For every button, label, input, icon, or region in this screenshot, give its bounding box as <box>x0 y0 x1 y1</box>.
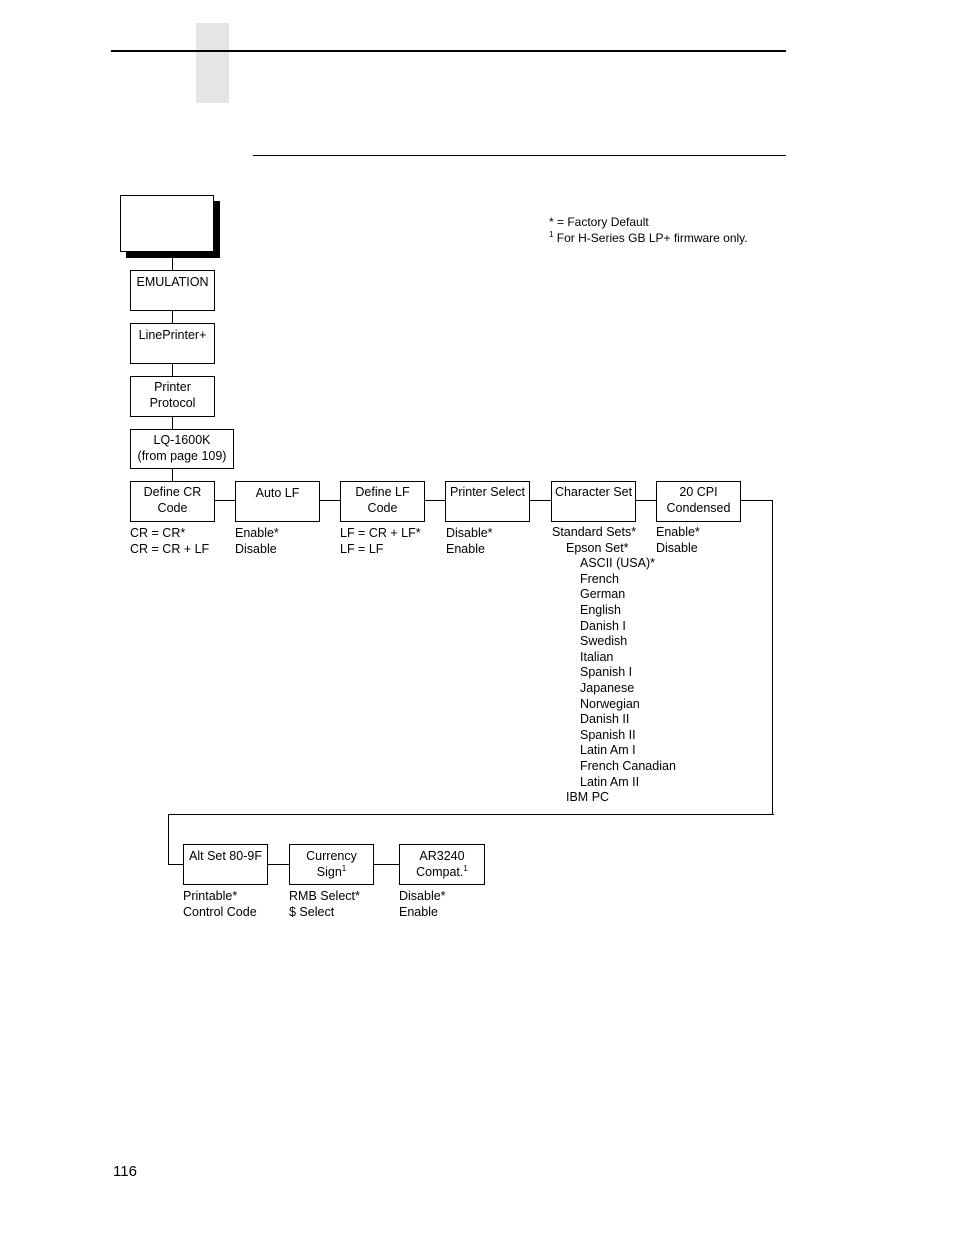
define-lf-line2: Code <box>367 501 398 515</box>
ar3240-line1: AR3240 <box>419 849 465 863</box>
option: Enable <box>446 541 485 556</box>
wrap-connector <box>772 500 773 814</box>
emulation-box <box>130 270 215 311</box>
connector <box>320 500 340 501</box>
option: RMB Select* <box>289 889 360 903</box>
footnote-mark: 1 <box>341 864 347 873</box>
printer-select-box <box>445 481 530 522</box>
ar3240-line2 <box>400 864 484 880</box>
emulation-label: EMULATION <box>136 275 209 289</box>
option: Latin Am I <box>580 743 636 758</box>
lq-label-line1: LQ-1600K <box>153 433 211 447</box>
chapter-tab <box>196 23 229 103</box>
printer-select-options <box>446 526 493 557</box>
connector <box>741 500 773 501</box>
option: ASCII (USA)* <box>580 556 656 571</box>
option: Disable <box>235 541 277 556</box>
auto-lf-label: Auto LF <box>255 486 300 500</box>
option-standard-sets: Standard Sets* <box>552 525 637 539</box>
option: Danish I <box>580 618 626 633</box>
connector <box>172 417 173 429</box>
footnote-mark: 1 <box>549 230 554 239</box>
define-cr-box <box>130 481 215 522</box>
character-set-label: Character Set <box>554 485 633 499</box>
define-lf-options <box>340 526 421 557</box>
alt-set-options <box>183 889 257 920</box>
cpi20-line1: 20 CPI <box>679 485 718 499</box>
define-cr-line2: Code <box>157 501 188 515</box>
option: LF = CR + LF* <box>340 526 421 540</box>
option-epson-set: Epson Set* <box>566 540 629 555</box>
option-ibm-pc: IBM PC <box>566 790 610 805</box>
option: French <box>580 571 619 586</box>
option: Printable* <box>183 889 238 903</box>
connector <box>168 864 183 865</box>
option: Spanish II <box>580 727 636 742</box>
option: Enable* <box>235 526 279 540</box>
printer-protocol-box <box>130 376 215 417</box>
option: Disable* <box>399 889 446 903</box>
connector <box>636 500 656 501</box>
option: Norwegian <box>580 696 640 711</box>
ar3240-label: Compat. <box>416 865 464 879</box>
control-panel-box <box>120 195 214 252</box>
currency-line1: Currency <box>306 849 357 863</box>
protocol-label-line2: Protocol <box>149 396 196 410</box>
lineprinter-label: LinePrinter+ <box>138 328 207 342</box>
option: Spanish I <box>580 665 633 680</box>
footnote-text: For H-Series GB LP+ firmware only. <box>556 231 748 245</box>
page-number: 116 <box>113 1163 137 1180</box>
option: German <box>580 587 626 602</box>
auto-lf-box <box>235 481 320 522</box>
footnote-mark: 1 <box>463 864 468 873</box>
printer-select-label: Printer Select <box>449 485 526 499</box>
option: $ Select <box>289 904 335 919</box>
option: Enable* <box>656 525 700 539</box>
lq1600k-box <box>130 429 234 469</box>
define-cr-options <box>130 526 209 557</box>
currency-options <box>289 889 360 920</box>
connector <box>172 469 173 481</box>
option: Japanese <box>580 680 635 695</box>
auto-lf-options <box>235 526 279 557</box>
define-lf-line1: Define LF <box>355 485 410 499</box>
wrap-connector <box>168 814 169 865</box>
option: Latin Am II <box>580 774 640 789</box>
protocol-label-line1: Printer <box>154 380 191 394</box>
section-rule <box>253 155 786 156</box>
wrap-connector <box>168 814 774 815</box>
option: French Canadian <box>580 758 676 773</box>
option: Italian <box>580 649 614 664</box>
cpi20-line2: Condensed <box>666 501 731 515</box>
option: Danish II <box>580 712 630 727</box>
ar3240-options <box>399 889 446 920</box>
connector <box>172 252 173 270</box>
lq-label-line2: (from page 109) <box>137 449 227 463</box>
define-lf-box <box>340 481 425 522</box>
header-rule <box>111 50 786 52</box>
currency-label: Sign <box>316 865 342 879</box>
option: Enable <box>399 904 438 919</box>
option: CR = CR* <box>130 526 186 540</box>
legend-factory-default: * = Factory Default <box>549 215 649 229</box>
connector <box>374 864 399 865</box>
language-list <box>552 556 676 790</box>
currency-line2 <box>290 864 373 880</box>
connector <box>268 864 289 865</box>
legend-footnote <box>549 230 748 246</box>
lineprinter-box <box>130 323 215 364</box>
cpi20-box <box>656 481 741 522</box>
connector <box>215 500 235 501</box>
option: LF = LF <box>340 541 384 556</box>
option: Disable* <box>446 526 493 540</box>
define-cr-line1: Define CR <box>143 485 202 499</box>
cpi20-options <box>656 525 700 556</box>
connector <box>172 311 173 323</box>
alt-set-box <box>183 844 268 885</box>
option: CR = CR + LF <box>130 541 210 556</box>
currency-sign-box <box>289 844 374 885</box>
ar3240-box <box>399 844 485 885</box>
option: English <box>580 602 621 617</box>
connector <box>425 500 445 501</box>
alt-set-label: Alt Set 80-9F <box>189 849 262 863</box>
connector <box>530 500 551 501</box>
option: Control Code <box>183 904 257 919</box>
option: Disable <box>656 540 698 555</box>
character-set-box <box>551 481 636 522</box>
option: Swedish <box>580 634 628 649</box>
connector <box>172 364 173 376</box>
character-set-options <box>552 525 676 806</box>
